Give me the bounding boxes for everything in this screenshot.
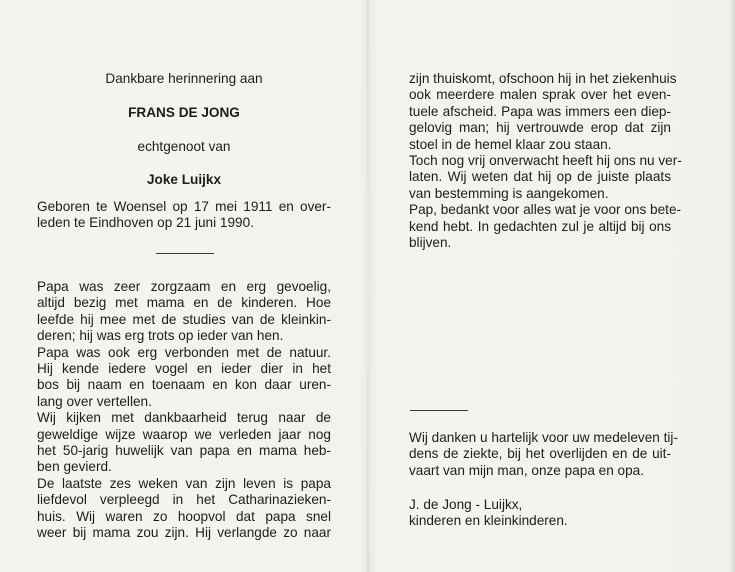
birth-line: Geboren te Woensel op 17 mei 1911 en over- xyxy=(37,199,331,214)
thanks-line: vaart van mijn man, onze papa en opa. xyxy=(409,462,645,478)
intro-text: Dankbare herinnering aan xyxy=(105,71,263,86)
body-line: altijd bezig met mama en de kinderen. Hoe xyxy=(37,295,331,311)
body-line: van bestemming is aangekomen. xyxy=(409,185,609,201)
body-line: het 50-jarig huwelijk van papa en mama heb- xyxy=(37,443,331,459)
signature-line: kinderen en kleinkinderen. xyxy=(409,513,568,529)
body-line: ook meerdere malen sprak over het even- xyxy=(409,87,671,103)
body-line: ben gevierd. xyxy=(37,459,112,475)
body-line: gelovig man; hij vertrouwde erop dat zijn xyxy=(409,120,671,136)
body-line: liefdevol verpleegd in het Catharinazieken- xyxy=(37,492,331,508)
body-line: Toch nog vrij onverwacht heeft hij ons nu ver- xyxy=(409,153,682,169)
thanks-line: Wij danken u hartelijk voor uw medeleven tij- xyxy=(409,430,678,445)
body-line: Pap, bedankt voor alles wat je voor ons bete- xyxy=(409,202,682,218)
body-line: Wij kijken met dankbaarheid terug naar de xyxy=(37,410,331,426)
body-line: blijven. xyxy=(409,235,452,251)
birth-death-paragraph xyxy=(37,199,331,232)
deceased-name: FRANS DE JONG xyxy=(128,105,240,120)
body-line: huis. Wij waren zo hoopvol dat papa snel xyxy=(37,508,331,524)
body-line: leefde hij mee met de studies van de kleinkin- xyxy=(37,311,331,327)
signature-line: J. de Jong - Luijkx, xyxy=(409,497,523,512)
body-line: Hij kende iedere vogel en ieder dier in het xyxy=(37,361,331,377)
spouse-name: Joke Luijkx xyxy=(146,172,222,187)
body-line: kend hebt. In gedachten zul je altijd bij ons xyxy=(409,218,671,234)
right-body-paragraph xyxy=(409,71,682,251)
left-body-paragraph xyxy=(37,279,331,542)
body-line: Papa was zeer zorgzaam en erg gevoelig, xyxy=(37,279,331,294)
body-line: laten. Wij weten dat hij op de juiste plaats xyxy=(409,169,671,185)
body-line: geweldige wijze waarop we verleden jaar nog xyxy=(37,426,331,442)
birth-line: leden te Eindhoven op 21 juni 1990. xyxy=(37,215,254,231)
right-divider xyxy=(410,410,468,411)
signature-block xyxy=(409,497,671,530)
card-edge xyxy=(729,0,735,572)
relation-text: echtgenoot van xyxy=(137,139,231,154)
body-line: lang over vertellen. xyxy=(37,393,152,409)
body-line: Papa was ook erg verbonden met de natuur. xyxy=(37,344,331,360)
body-line: zijn thuiskomt, ofschoon hij in het ziekenhuis xyxy=(409,71,677,86)
body-line: tuele afscheid. Papa was immers een diep- xyxy=(409,103,671,119)
body-line: stoel in de hemel klaar zou staan. xyxy=(409,136,612,152)
thanks-paragraph xyxy=(409,430,678,479)
body-line: weer bij mama zou zijn. Hij verlangde zo naar xyxy=(37,525,331,541)
left-divider xyxy=(156,253,214,254)
thanks-line: dens de ziekte, bij het overlijden en de uit- xyxy=(409,446,671,462)
body-line: De laatste zes weken van zijn leven is papa xyxy=(37,475,331,491)
body-line: bos bij naam en toenaam en kon daar uren- xyxy=(37,377,331,393)
body-line: deren; hij was erg trots op ieder van hen. xyxy=(37,328,284,344)
card-fold xyxy=(367,0,369,572)
